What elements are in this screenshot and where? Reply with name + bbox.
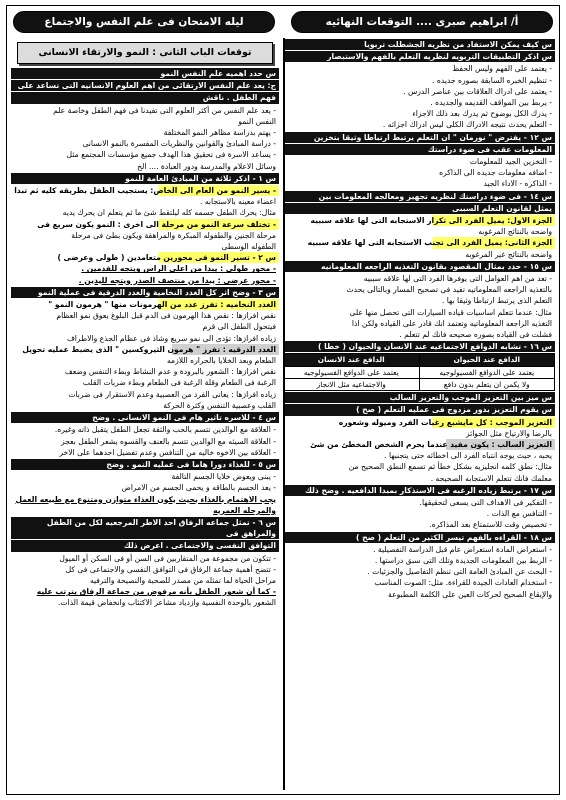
underlined-line: - كما أن شعور الطفل بأنه مرفوض من جماعة الرفاق يترتب عليه [36, 587, 276, 597]
left-column [11, 38, 279, 790]
text-line: اعضاء معينه بالاستجابه . [200, 197, 276, 207]
table-cell: يعتمد على الدوافع الفسيولوجيه [284, 366, 420, 378]
table-cell: ولا يكمن ان يتعلم بدون دافع [419, 378, 555, 390]
highlighted-line: س ٢ - تسير النمو فى محورين متعامدين ( طولى وعرضى ) [11, 252, 279, 263]
text-line: - يربط بين المواقف القديمه والجديده . [430, 98, 552, 108]
question-heading: س ٣ - وضح اثر كل الغدد النخامية والغدد الدرقية فى عملية النمو [11, 287, 279, 298]
highlighted-line: - تختلف سرعة النمو من مرحلة الى اخرى : النمو يكون سريع فى [11, 219, 279, 230]
question-heading: س ٤ - للاسره تاثير هام فى النمو الانسانى . وضح [11, 412, 279, 423]
text-line: - استخدام العادات الجيدة للقراءة. مثل: الصوت المناسب [374, 578, 552, 588]
text-line: - تتكون من مجموعة من المتقاربين فى السن أو فى السكن أو الميول [59, 553, 276, 563]
text-line: - تتضح أهمية جماعة الرفاق فى التوافق النفسى والاجتماعى فى كل [65, 564, 276, 574]
text-line: مثال: نطق كلمه انجليزيه بشكل خطأ ثم تسمع النطق الصحيح من [348, 462, 552, 472]
text-line: - يعد علم النفس من أكثر العلوم التى تفيدنا فى فهم الطفل وخاصة علم [53, 105, 276, 115]
text-line: يحبه ، حيث يوجه انتباه الفرد الى اخطائه حتى يتجنبها . [384, 451, 552, 461]
text-line: واضحه بالنتائج غير المرغوبه [465, 249, 552, 259]
question-heading: فهم الطفل . ناقش [11, 92, 279, 103]
table-cell: يعتمد على الدوافع الفسيولوجيه [419, 366, 555, 378]
question-heading: س ١٢ - يفترض " نورمان " ان التعلم يرتبط ارتباطا وثيقا بتخزين [283, 132, 555, 143]
text-line: معلمك فانك تتعلم الاستجابه الصحيحه . [430, 473, 552, 483]
text-line: النفس النمو [238, 116, 276, 126]
table-row [284, 366, 555, 378]
text-line: - البحث عن المبادئ العامة التى تنظم التفاصيل والجزئيات . [367, 567, 552, 577]
right-column [283, 38, 555, 790]
underlined-line: يجب الاهتمام بالغذاء بحيث يكون الغذاء متوازن ومتنوع مع طبيعه العمل [15, 494, 276, 504]
table-row [284, 378, 555, 390]
text-line: زياده افرازها: تؤدى الى نمو سريع وشاذ فى عظام الجذع والاطراف [66, 333, 276, 343]
text-line: - تخصيص وقت للاستمتاع بعد المذاكره. [429, 520, 552, 530]
text-line: - يدرك الكل بوضوح ثم يدرك بعد ذلك الاجزاء [412, 109, 552, 119]
text-line: - يبنى ويعوض خلايا الجسم التالفة [171, 472, 276, 482]
text-line: مرحلة الجنين والطفوله المبكرة والمراهقة ويكون بطئ فى مرحلة [71, 230, 276, 240]
highlighted-line: التعزيز الموجب : كل مايشبع رغبات الفرد وميوله وشعوره [283, 417, 555, 428]
text-line: مثال: يحرك الطفل جسمه كله ليلتقط شئ ما ثم يتعلم ان يحرك يديه [62, 208, 276, 218]
text-line: والإيقاع الصحيح لحركات العين على الكلمة المطبوعة [388, 589, 552, 599]
question-heading: المعلومات عقب فى ضوء دراستك [283, 144, 555, 155]
question-heading: س ٦ - تمثل جماعه الرفاق احد الاطر المرجعيه لكل من الطفل والمراهق فى [11, 517, 279, 539]
text-line: زياده افرازها : يعانى الفرد من العصبية وعدم الاستقرار فى ضربات [68, 389, 276, 399]
text-line: - يعتمد على الفهم وليس الحفظ [452, 64, 552, 74]
text-line: الطعام وبعد الخلايا بالحراره اللازمه [166, 356, 276, 366]
text-line: - يساعد الاسرة فى تحقيق هذا الهدف جميع مؤسسات المجتمع مثل [66, 150, 276, 160]
text-line: - الذاكره - الاداء الجيد [483, 179, 552, 189]
question-heading: ج: يعد علم النفس الارتقائى من اهم العلوم الانسانيه التى تساعد على [11, 80, 279, 91]
text-line: - العلاقه بين الاخوه خاليه من التنافس وعدم تفضيل احدهما على الاخر [59, 447, 276, 457]
highlighted-line: الغدد النخاميه : تفرز عدد من الهرمونات منها " هرمون النمو " [11, 299, 279, 310]
question-heading: س ميز بين التعزيز الموجب والتعزيز السالب [283, 392, 555, 403]
text-line: - تعد من اهم العوامل التى يوفرها الفرد التى لها علاقه سببيه [363, 274, 552, 284]
header-author-title: أ/ ابراهيم صبرى .... التوقعات النهائيه [291, 11, 553, 33]
text-line: القلب وعصبية التنفس وكثرة الحركة [163, 400, 276, 410]
text-line: مراحل الحياة لما تمثله من مصدر للصحبة والنصيحة والترفيه [89, 575, 276, 585]
underlined-line: - محور عرضى : يبدا من منتصف الصدر ويتجه لليدين . [78, 275, 276, 285]
question-heading: س ١٥ - حدد بمثال المقصود بقانون التغذيه الراجعه المعلوماتيه [283, 261, 555, 272]
question-heading: س ١٧ - يرتبط زياده الرغبه فى الاستذكار بمبدا الدافعيه . وضح ذلك [283, 485, 555, 496]
text-line: - يعتمد على ادراك العلاقات بين عناصر الدرس . [403, 86, 552, 96]
page-header [13, 10, 553, 34]
question-heading: س يقوم التعزيز بدور مزدوج فى عمليه التعلم ( صح ) [283, 404, 555, 415]
text-line: الطفوله الوسطى [221, 242, 276, 252]
text-line: - تنظيم الخبره السابقة بصوره جديده . [432, 75, 552, 85]
text-line: - يعد الجسم بالطاقه و يحمى الجسم من الامراض [121, 483, 276, 493]
question-heading: س ١ - اذكر ثلاثة من المبادئ العامة للنمو [11, 173, 279, 184]
underlined-line: والمرحله العمريه [213, 505, 276, 515]
text-line: التعلم الذى يرتبط ارتباطا وثيقا بها . [441, 296, 552, 306]
text-line: نقص افرازها : الشعور بالبرودة و عدم النشاط وبطء التنفس وضعف [64, 367, 276, 377]
text-line: - يهتم بدراسة مظاهر النمو المختلفة [163, 128, 276, 138]
header-subject-title: ليله الامتحان فى علم النفس والاجتماع [13, 11, 275, 33]
text-line: - العلاقة السيئه مع الوالدين تتسم بالعنف والقسوه يشعر الطفل بعجز [60, 436, 276, 446]
highlighted-line: الجزء الثانى: يميل الفرد الى تجنب الاستجابه التى لها علاقه سببيه [283, 237, 555, 248]
underlined-line: - محور طولى : يبدا من اعلى الراس ويتجه للقدمين . [81, 264, 276, 274]
text-line: فيتحول الطفل الى قزم [202, 322, 276, 332]
page-frame [6, 5, 560, 795]
text-line: فشلت فى القياده بصوره صحيحه فانك لم تتعلم . [399, 330, 552, 340]
column-divider [283, 38, 285, 790]
text-line: - التنافس مع الذات . [486, 509, 552, 519]
text-line: بالتغذيه الراجعه المعلوماتيه تفيد فى تصحيح المسار وبالتالى يحدث [346, 285, 552, 295]
text-line: - التعلم يحدث نتيجه الادراك الكلى ليس ادراك اجزائه . [382, 120, 552, 130]
question-heading: س كيف يمكن الاستفاد من نظريه الجشطلت تربويا [283, 39, 555, 50]
question-heading: س ١٦ - تشابه الدوافع الاجتماعيه عند الانسان والحيوان ( خطا ) [283, 341, 555, 352]
question-heading: س ١٨ - القراءه بالفهم تيسر الكثير من التعلم ( صح ) [283, 532, 555, 543]
text-line: - التخزين الجيد للمعلومات [469, 157, 552, 167]
text-line: وسائل الاعلام والمدرسة ودور العبادة .... الخ [137, 161, 276, 171]
text-line: بالرضا والارتياح مثل الجوائز [465, 428, 552, 438]
text-line: - اضافه معلومات جديده الى الذاكره [439, 168, 552, 178]
text-line: - الربط بين المعلومات الجديدة وتلك التى سبق دراستها . [374, 555, 552, 565]
table-header-cell: الدافع عند الانسان [284, 354, 420, 366]
table-header-cell: الدافع عند الحيوان [419, 354, 555, 366]
highlighted-line: الجزء الاول: يميل الفرد الى تكرار الاستجابه التى لها علاقه سببيه [283, 215, 555, 226]
table-cell: والاجتماعيه مثل الانجاز [284, 378, 420, 390]
text-line: الشعور بالوحدة النفسية وازدياد مشاعر الاكتئاب وانخفاض قيمة الذات. [58, 598, 276, 608]
highlighted-line: - يسير النمو من العام الى الخاص: يستجيب الطفل بطريقه كليه ثم تبدا [11, 185, 279, 196]
text-line: - استعراض المادة استعراض عام قبل الدراسة التفصيلية . [373, 544, 552, 554]
text-line: التغذيه الراجعه المعلوماتيه وتعتمد انك قادر على القياده ولكن اذا [351, 318, 552, 328]
text-line: واضحه بالنتائج المرغوبه [478, 227, 552, 237]
comparison-table [283, 353, 555, 391]
question-heading: س حدد اهميه علم النفس النمو [11, 68, 279, 79]
text-line: - دراسة المبادئ والقوانين والنظريات المفسرة بالنمو الانسانى [82, 139, 276, 149]
text-line: - العلاقة مع الوالدين تتسم بالحب والثقة تجعل الطفل يتقبل ذاته وغيره. [54, 425, 276, 435]
question-heading: س ٥ - للغذاء دورا هاما فى عمليه النمو . وضح [11, 459, 279, 470]
text-line: مثال: عندما تتعلم اساسيات قياده السيارات التى تحصل منها على [349, 307, 552, 317]
text-line: نقص افرازها : نقص هذا الهرمون فى الدم قبل البلوغ يعوق نمو العظام [56, 311, 276, 321]
text-line: - التفكير فى الاهداف التى يسعى لتحقيقها. [419, 497, 552, 507]
question-heading: يمثل لقانون التعلم السببى [283, 203, 555, 214]
gray-highlighted-line: الغدد الدرقيه : تفرز " هرمون الثيروكسين " الذى يضبط عمليه تحويل [11, 344, 279, 355]
text-line: الرغبة فى الطعام وقلة الرغبة فى الطعام وبطء ضربات القلب [82, 378, 276, 388]
question-heading: س ١٤ - فى ضوء دراستك لنظريه تجهيز ومعالجه المعلومات بين [283, 191, 555, 202]
question-heading: التوافق النفسى والاجتماعى . اعرض ذلك [11, 540, 279, 551]
gray-highlighted-line: التعزيز السالب : يكون مفيد عندما يحرم الشخص المخطئ من شئ [283, 439, 555, 450]
question-heading: س اذكر التطبيقات التربويه لنظريه التعلم بالفهم والاستبصار [283, 51, 555, 62]
chapter-title: توقعات الباب الثانى : النمو والارتقاء الانسانى [17, 42, 273, 64]
